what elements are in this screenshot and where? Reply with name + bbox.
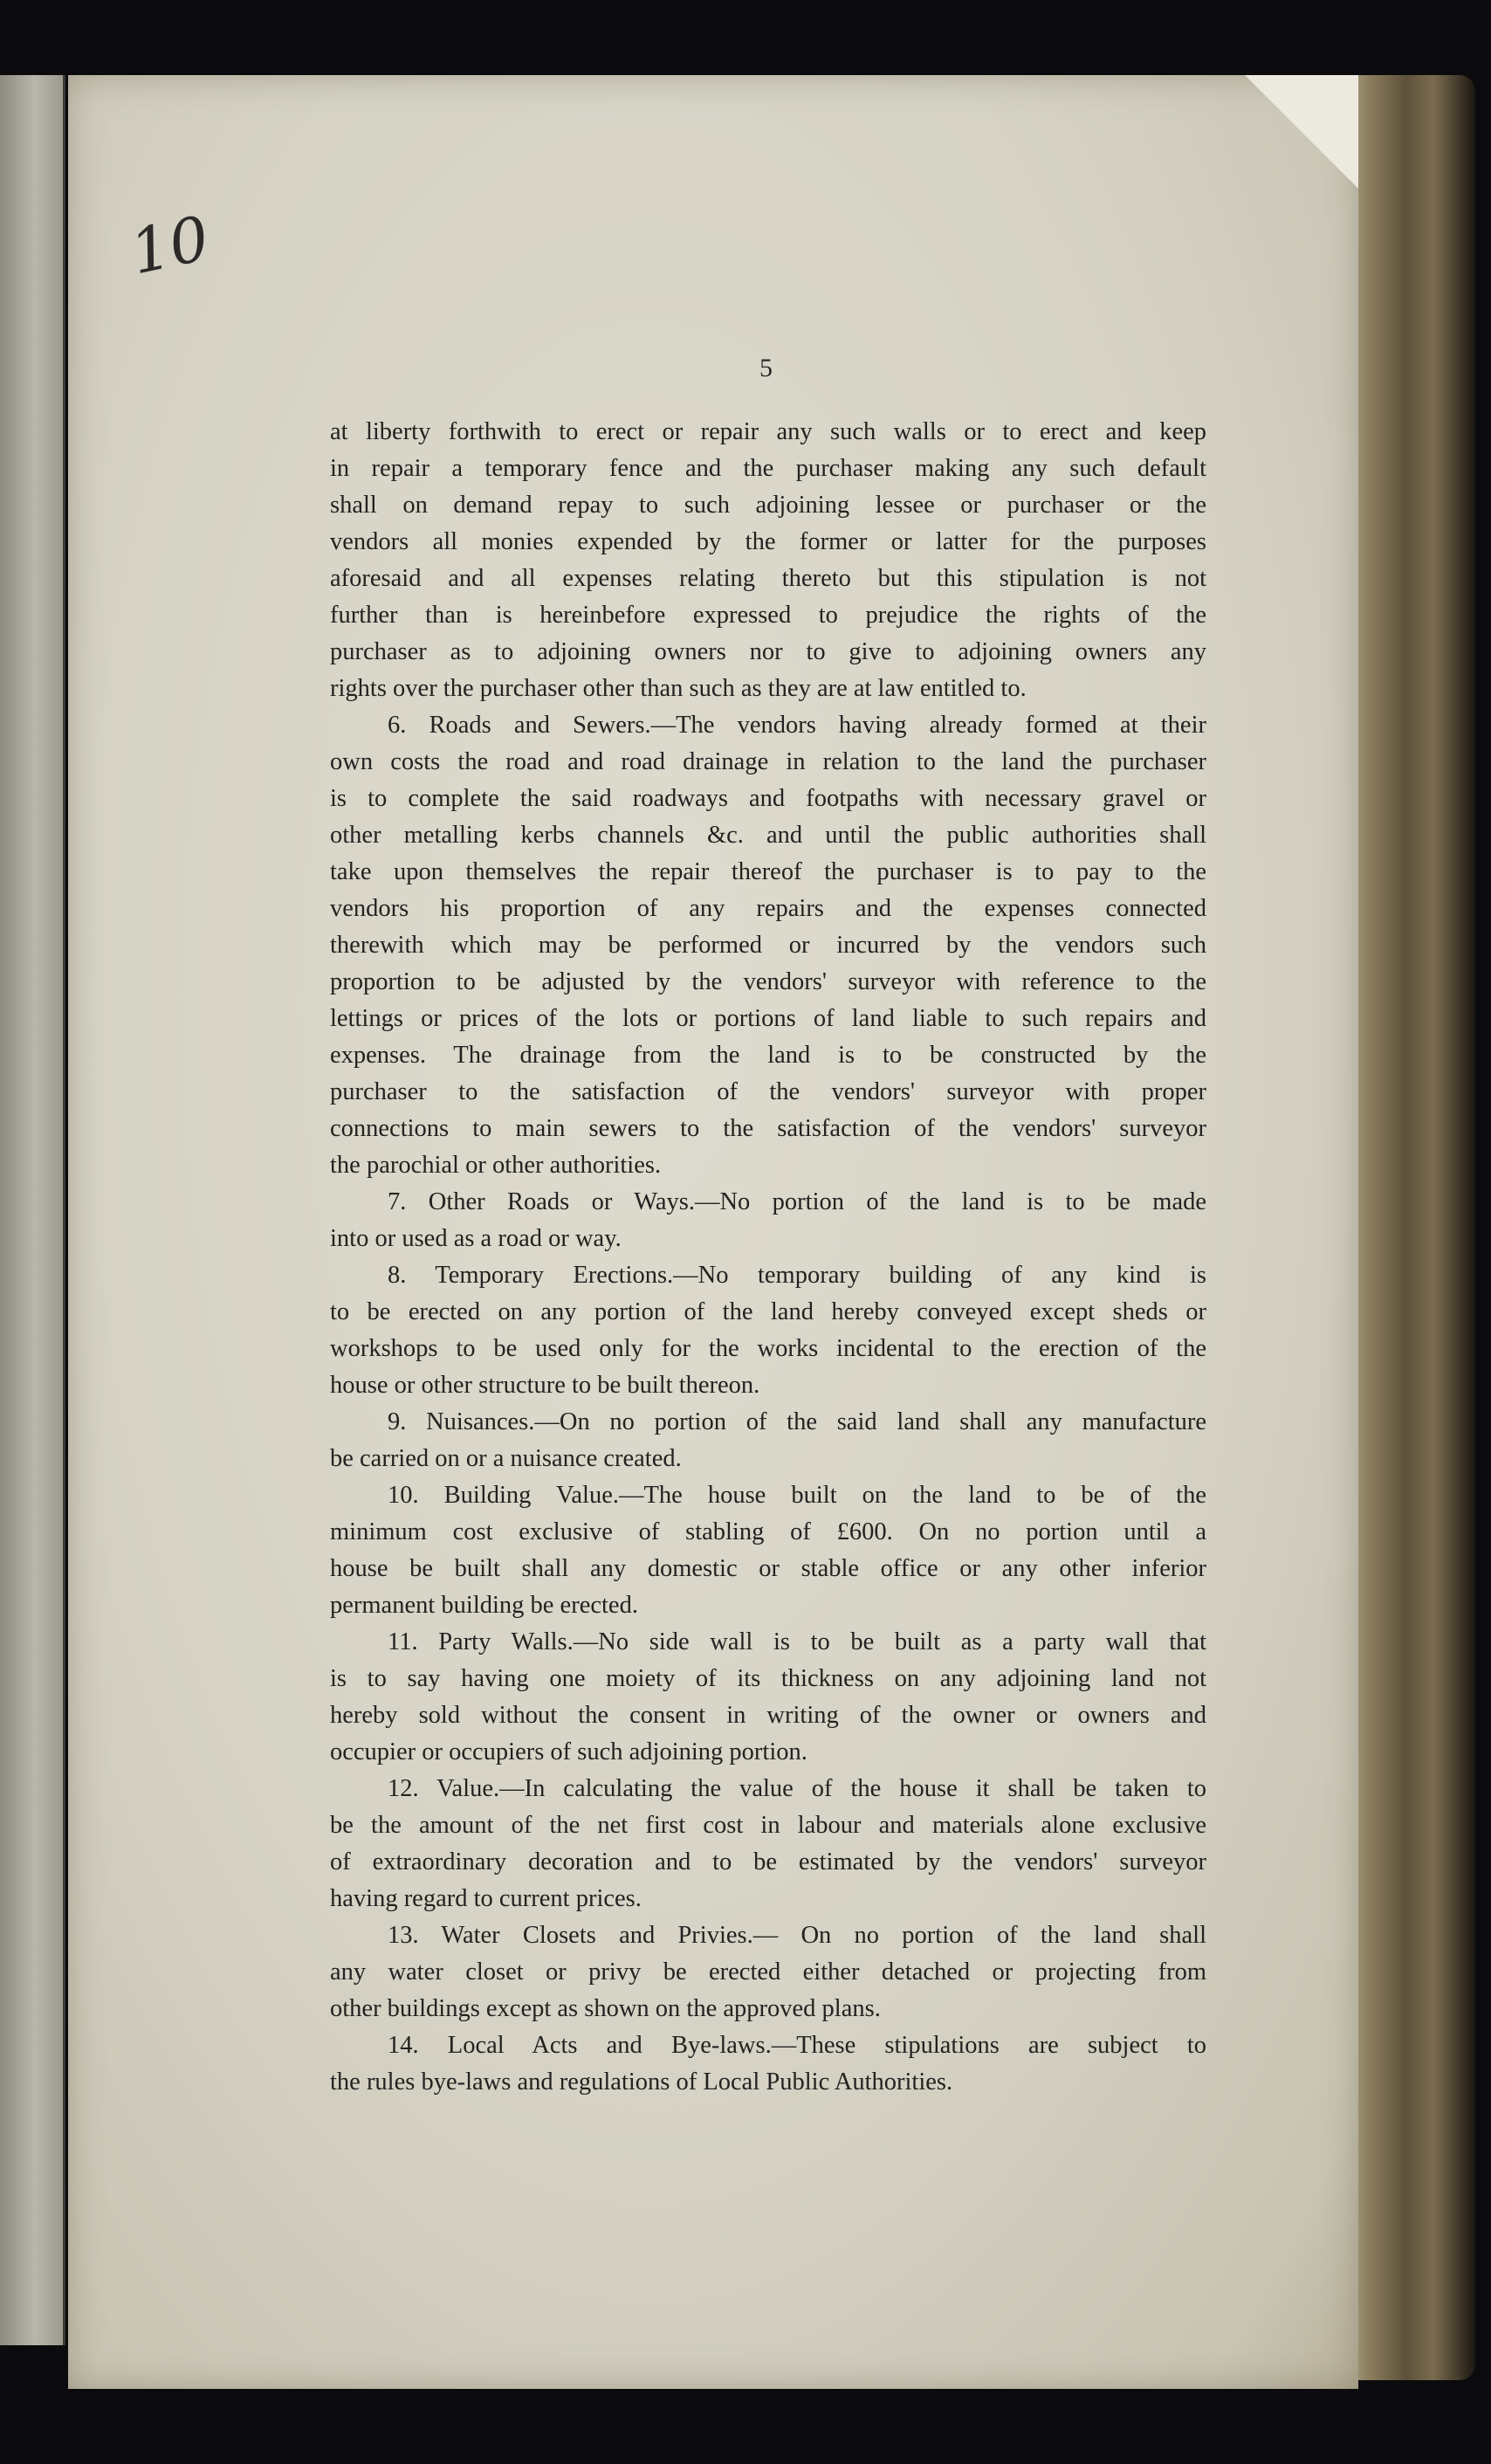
text-line: own costs the road and road drainage in relation to the land the purchaser xyxy=(330,748,1206,775)
text-line: house or other structure to be built thereon. xyxy=(330,1372,760,1399)
text-line: 13. Water Closets and Privies.— On no portion of the land shall xyxy=(388,1922,1206,1949)
text-line: in repair a temporary fence and the purchaser making any such default xyxy=(330,455,1206,482)
text-line: at liberty forthwith to erect or repair any such walls or to erect and keep xyxy=(330,418,1206,445)
text-line: 12. Value.—In calculating the value of the house it shall be taken to xyxy=(388,1775,1206,1802)
text-line: 6. Roads and Sewers.—The vendors having already formed at their xyxy=(388,712,1206,739)
text-line: the rules bye-laws and regulations of Local Public Authorities. xyxy=(330,2068,953,2096)
text-line: house be built shall any domestic or stable office or any other inferior xyxy=(330,1555,1206,1582)
text-line: to be erected on any portion of the land hereby conveyed except sheds or xyxy=(330,1298,1206,1325)
text-line: is to complete the said roadways and footpaths with necessary gravel or xyxy=(330,785,1206,812)
text-line: shall on demand repay to such adjoining lessee or purchaser or the xyxy=(330,492,1206,519)
text-line: permanent building be erected. xyxy=(330,1592,638,1619)
text-line: therewith which may be performed or incurred by the vendors such xyxy=(330,932,1206,959)
text-line: rights over the purchaser other than such as they are at law entitled to. xyxy=(330,675,1027,702)
folded-corner xyxy=(1245,75,1358,189)
text-line: of extraordinary decoration and to be estimated by the vendors' surveyor xyxy=(330,1848,1206,1876)
text-line: occupier or occupiers of such adjoining portion. xyxy=(330,1738,807,1765)
text-line: proportion to be adjusted by the vendors' surveyor with reference to the xyxy=(330,968,1206,995)
text-line: vendors his proportion of any repairs and the expenses connected xyxy=(330,895,1206,922)
text-line: connections to main sewers to the satisfaction of the vendors' surveyor xyxy=(330,1115,1206,1142)
text-line: 14. Local Acts and Bye-laws.—These stipulations are subject to xyxy=(388,2032,1206,2059)
paragraph xyxy=(330,1184,1206,1257)
text-line: aforesaid and all expenses relating thereto but this stipulation is not xyxy=(330,565,1206,592)
text-line: be carried on or a nuisance created. xyxy=(330,1445,682,1472)
text-line: expenses. The drainage from the land is to be constructed by the xyxy=(330,1042,1206,1069)
text-line: 11. Party Walls.—No side wall is to be built as a party wall that xyxy=(388,1628,1206,1655)
text-line: having regard to current prices. xyxy=(330,1885,642,1912)
text-line: vendors all monies expended by the former or latter for the purposes xyxy=(330,528,1206,555)
paragraph xyxy=(330,1917,1206,2027)
text-line: hereby sold without the consent in writing of the owner or owners and xyxy=(330,1702,1206,1729)
text-line: purchaser to the satisfaction of the vendors' surveyor with proper xyxy=(330,1078,1206,1105)
paragraph xyxy=(330,1477,1206,1624)
paragraph xyxy=(330,2027,1206,2101)
handwritten-folio-number: 10 xyxy=(124,202,216,289)
paragraph xyxy=(330,414,1206,707)
text-line: other metalling kerbs channels &c. and until the public authorities shall xyxy=(330,822,1206,849)
text-line: take upon themselves the repair thereof the purchaser is to pay to the xyxy=(330,858,1206,885)
text-line: lettings or prices of the lots or portions of land liable to such repairs and xyxy=(330,1005,1206,1032)
text-line: 9. Nuisances.—On no portion of the said land shall any manufacture xyxy=(388,1408,1206,1435)
paragraph xyxy=(330,707,1206,1184)
text-line: purchaser as to adjoining owners nor to give to adjoining owners any xyxy=(330,638,1206,665)
body-text xyxy=(330,414,1206,2101)
text-line: 7. Other Roads or Ways.—No portion of the land is to be made xyxy=(388,1188,1206,1215)
page-number: 5 xyxy=(759,354,773,382)
text-line: 8. Temporary Erections.—No temporary building of any kind is xyxy=(388,1262,1206,1289)
text-line: is to say having one moiety of its thickness on any adjoining land not xyxy=(330,1665,1206,1692)
text-line: be the amount of the net first cost in labour and materials alone exclusive xyxy=(330,1812,1206,1839)
paragraph xyxy=(330,1771,1206,1917)
text-line: workshops to be used only for the works incidental to the erection of the xyxy=(330,1335,1206,1362)
text-line: 10. Building Value.—The house built on the land to be of the xyxy=(388,1482,1206,1509)
adjacent-page-edge xyxy=(0,75,65,2345)
text-line: further than is hereinbefore expressed to prejudice the rights of the xyxy=(330,602,1206,629)
text-line: minimum cost exclusive of stabling of £600. On no portion until a xyxy=(330,1518,1206,1545)
text-line: other buildings except as shown on the approved plans. xyxy=(330,1995,881,2022)
text-line: into or used as a road or way. xyxy=(330,1225,622,1252)
text-line: the parochial or other authorities. xyxy=(330,1152,662,1179)
text-line: any water closet or privy be erected either detached or projecting from xyxy=(330,1958,1206,1986)
paragraph xyxy=(330,1624,1206,1771)
paragraph xyxy=(330,1257,1206,1404)
paragraph xyxy=(330,1404,1206,1477)
